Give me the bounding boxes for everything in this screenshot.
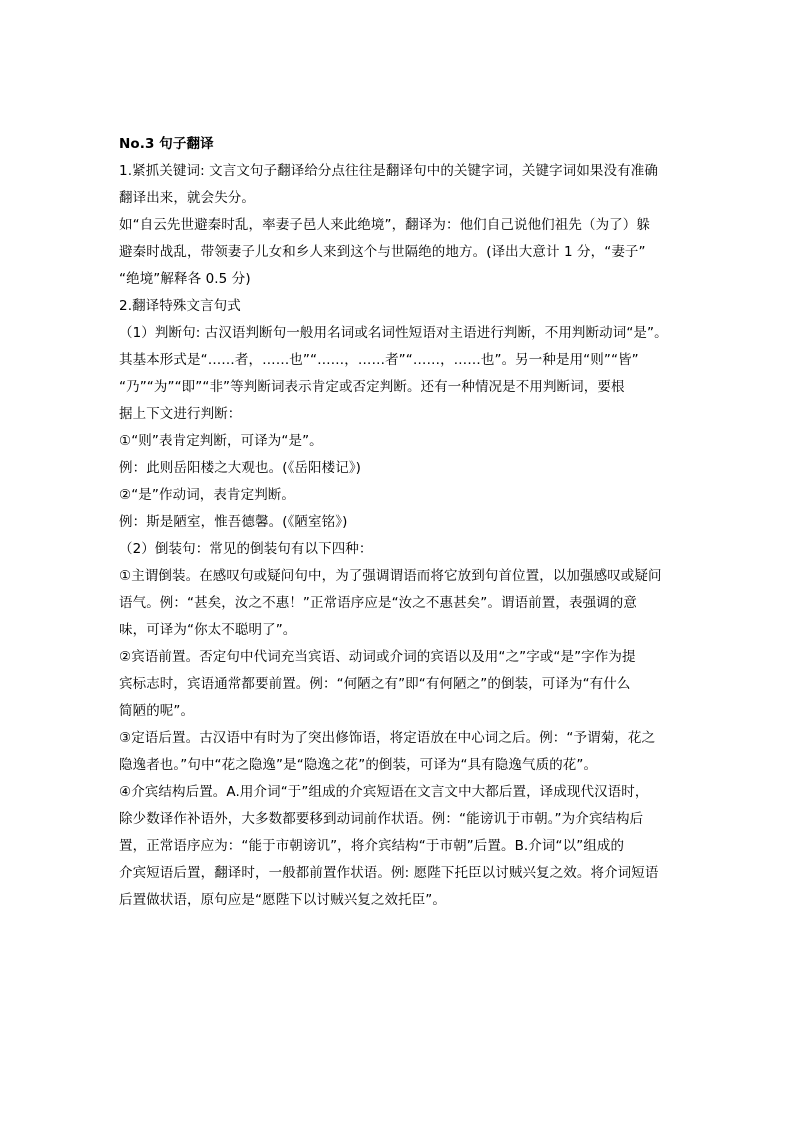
section-heading: No.3 句子翻译 <box>119 136 214 152</box>
text-line-6: 2.翻译特殊文言句式 <box>119 298 241 314</box>
text-line-7: （1）判断句: 古汉语判断句一般用名词或名词性短语对主语进行判断，不用判断动词“是”。 <box>119 325 668 341</box>
text-line-19: ②宾语前置。否定句中代词充当宾语、动词或介词的宾语以及用“之”字或“是”字作为提 <box>119 649 636 665</box>
text-line-4: 避秦时战乱，带领妻子儿女和乡人来到这个与世隔绝的地方。(译出大意计 1 分，“妻子” <box>119 244 646 260</box>
text-line-28: 后置做状语，原句应是“愿陛下以讨贼兴复之效托臣”。 <box>119 892 446 908</box>
text-line-3: 如“自云先世避秦时乱，率妻子邑人来此绝境”，翻译为：他们自己说他们祖先（为了）躲 <box>119 217 650 233</box>
text-line-16: ①主谓倒装。在感叹句或疑问句中，为了强调谓语而将它放到句首位置，以加强感叹或疑问 <box>119 568 662 584</box>
text-line-17: 语气。例：“甚矣，汝之不惠！”正常语序应是“汝之不惠甚矣”。谓语前置，表强调的意 <box>119 595 637 611</box>
text-line-8: 其基本形式是“……者，……也”“……，……者”“……，……也”。另一种是用“则”“皆” <box>119 352 639 368</box>
text-line-24: ④介宾结构后置。A.用介词“于”组成的介宾短语在文言文中大都后置，译成现代汉语时， <box>119 784 649 800</box>
text-line-12: 例：此则岳阳楼之大观也。(《岳阳楼记》) <box>119 460 362 476</box>
text-line-23: 隐逸者也。”句中“花之隐逸”是“隐逸之花”的倒装，可译为“具有隐逸气质的花”。 <box>119 757 598 773</box>
text-line-13: ②“是”作动词，表肯定判断。 <box>119 487 295 503</box>
text-line-9: “乃”“为”“即”“非”等判断词表示肯定或否定判断。还有一种情况是不用判断词，要根 <box>119 379 625 395</box>
text-line-2: 翻译出来，就会失分。 <box>119 190 255 206</box>
document-body <box>119 131 689 914</box>
text-line-25: 除少数译作补语外，大多数都要移到动词前作状语。例：“能谤讥于市朝。”为介宾结构后 <box>119 811 644 827</box>
text-line-11: ①“则”表肯定判断，可译为“是”。 <box>119 433 323 449</box>
text-line-22: ③定语后置。古汉语中有时为了突出修饰语，将定语放在中心词之后。例：“予谓菊，花之 <box>119 730 656 746</box>
text-line-18: 味，可译为“你太不聪明了”。 <box>119 622 297 638</box>
text-line-20: 宾标志时，宾语通常都要前置。例：“何陋之有”即“有何陋之”的倒装，可译为“有什么 <box>119 676 631 692</box>
text-line-10: 据上下文进行判断： <box>119 406 242 422</box>
text-line-5: “绝境”解释各 0.5 分) <box>119 271 251 287</box>
text-line-1: 1.紧抓关键词: 文言文句子翻译给分点往往是翻译句中的关键字词，关键字词如果没有准确 <box>119 163 658 179</box>
text-line-27: 介宾短语后置，翻译时，一般都前置作状语。例: 愿陛下托臣以讨贼兴复之效。将介词短语 <box>119 865 659 881</box>
text-line-14: 例：斯是陋室，惟吾德馨。(《陋室铭》) <box>119 514 348 530</box>
text-line-21: 简陋的呢”。 <box>119 703 195 719</box>
text-line-26: 置，正常语序应为：“能于市朝谤讥”，将介宾结构“于市朝”后置。B.介词“以”组成的 <box>119 838 625 854</box>
text-line-15: （2）倒装句：常见的倒装句有以下四种： <box>119 541 373 557</box>
